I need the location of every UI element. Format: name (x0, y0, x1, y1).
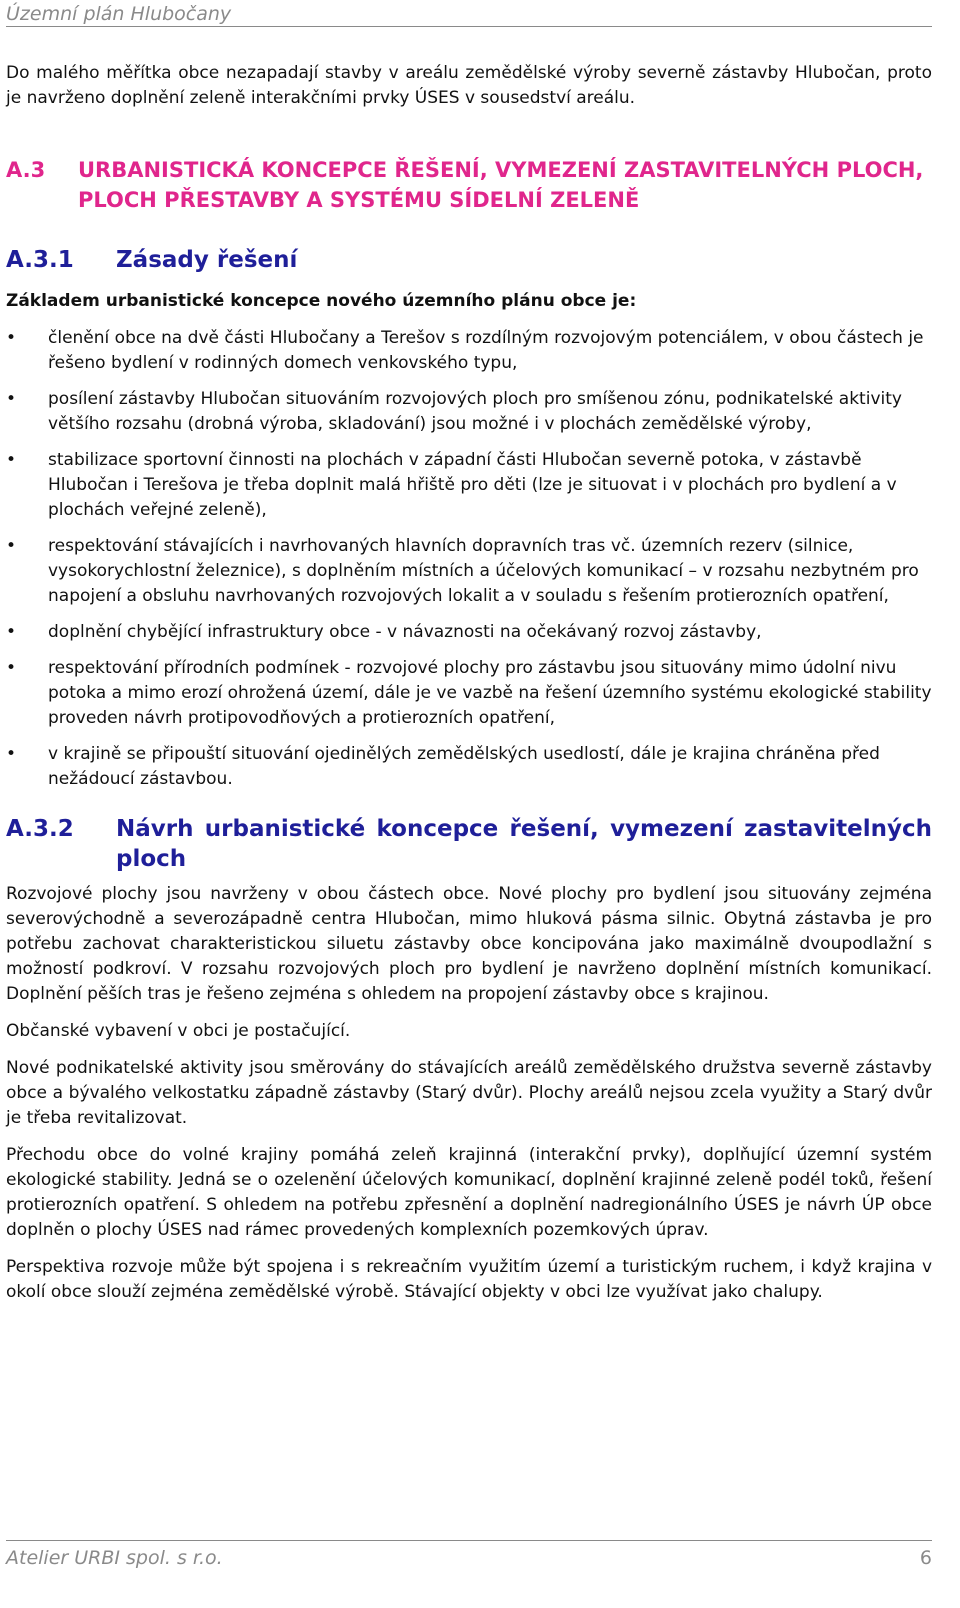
subsection-number: A.3.2 (6, 816, 74, 842)
lead-sentence: Základem urbanistické koncepce nového územního plánu obce je: (6, 291, 637, 311)
list-item (6, 448, 932, 523)
bullet-icon: • (6, 744, 17, 764)
subsection-heading-2 (6, 814, 932, 874)
list-item (6, 326, 932, 376)
paragraph: Občanské vybavení v obci je postačující. (6, 1021, 351, 1041)
document-body (6, 61, 932, 1317)
page-number: 6 (919, 1547, 932, 1569)
intro-paragraph: Do malého měřítka obce nezapadají stavby v areálu zemědělské výroby severně zástavby Hlubočan, proto je navrženo doplnění zeleně interakčními prvky ÚSES v sousedství areálu. (6, 63, 932, 108)
list-item-text: doplnění chybějící infrastruktury obce - v návaznosti na očekávaný rozvoj zástavby, (48, 622, 762, 642)
paragraph: Nové podnikatelské aktivity jsou směrovány do stávajících areálů zemědělského družstva severně zástavby obce a bývalého velkostatku západně zástavby (Starý dvůr). Plochy areálů nejsou zcela využity a Starý dvůr je třeba revitalizovat. (6, 1058, 932, 1128)
list-item-text: respektování stávajících i navrhovaných hlavních dopravních tras vč. územních rezerv (silnice, vysokorychlostní železnice), s doplněním místních a účelových komunikací – v rozsahu nezbytném pro napojení a obsluhu navrhovaných rozvojových lokalit a v souladu s řešením protierozních opatření, (48, 536, 919, 606)
bullet-icon: • (6, 450, 17, 470)
paragraph: Perspektiva rozvoje může být spojena i s rekreačním využitím území a turistickým ruchem, i když krajina v okolí obce slouží zejména zemědělské výrobě. Stávající objekty v obci lze využívat jako chalupy. (6, 1257, 932, 1302)
principles-list (6, 326, 932, 792)
list-item (6, 742, 932, 792)
section-heading (6, 155, 932, 215)
section-number: A.3 (6, 158, 46, 182)
list-item (6, 620, 932, 645)
bullet-icon: • (6, 328, 17, 348)
bullet-icon: • (6, 622, 17, 642)
list-item-text: respektování přírodních podmínek - rozvojové plochy pro zástavbu jsou situovány mimo údolní nivu potoka a mimo erozí ohrožená území, dále je ve vazbě na řešení územního systému ekologické stability proveden návrh protipovodňových a protierozních opatření, (48, 658, 932, 728)
bullet-icon: • (6, 389, 17, 409)
subsection-number: A.3.1 (6, 247, 74, 273)
bullet-icon: • (6, 536, 17, 556)
list-item (6, 656, 932, 731)
list-item-text: členění obce na dvě části Hlubočany a Terešov s rozdílným rozvojovým potenciálem, v obou částech je řešeno bydlení v rodinných domech venkovského typu, (48, 328, 924, 373)
page-header (6, 2, 932, 27)
list-item (6, 534, 932, 609)
page-footer (6, 1540, 932, 1569)
list-item-text: stabilizace sportovní činnosti na plochách v západní části Hlubočan severně potoka, v zástavbě Hlubočan i Terešova je třeba doplnit malá hřiště pro děti (lze je situovat i v plochách pro bydlení a v plochách veřejné zeleně), (48, 450, 897, 520)
list-item (6, 387, 932, 437)
subsection-title: Zásady řešení (116, 247, 298, 273)
paragraph: Rozvojové plochy jsou navrženy v obou částech obce. Nové plochy pro bydlení jsou situovány zejména severovýchodně a severozápadně centra Hlubočan, mimo hluková pásma silnic. Obytná zástavba je pro potřebu zachovat charakteristickou siluetu zástavby obce koncipována jako maximálně dvoupodlažní s možností podkroví. V rozsahu rozvojových ploch pro bydlení je navrženo doplnění místních komunikací. Doplnění pěších tras je řešeno zejména s ohledem na propojení zástavby obce s krajinou. (6, 884, 932, 1004)
list-item-text: posílení zástavby Hlubočan situováním rozvojových ploch pro smíšenou zónu, podnikatelské aktivity většího rozsahu (drobná výroba, skladování) jsou možné i v plochách zemědělské výroby, (48, 389, 902, 434)
list-item-text: v krajině se připouští situování ojedinělých zemědělských usedlostí, dále je krajina chráněna před nežádoucí zástavbou. (48, 744, 880, 789)
document-title: Územní plán Hlubočany (6, 3, 232, 25)
subsection-title: Návrh urbanistické koncepce řešení, vymezení zastavitelných ploch (116, 816, 932, 872)
subsection-heading-1 (6, 245, 932, 275)
section-title: URBANISTICKÁ KONCEPCE ŘEŠENÍ, VYMEZENÍ ZASTAVITELNÝCH PLOCH, PLOCH PŘESTAVBY A SYSTÉMU SÍDELNÍ ZELENĚ (78, 158, 924, 212)
bullet-icon: • (6, 658, 17, 678)
paragraph: Přechodu obce do volné krajiny pomáhá zeleň krajinná (interakční prvky), doplňující územní systém ekologické stability. Jedná se o ozelenění účelových komunikací, doplnění krajinné zeleně podél toků, řešení protierozních opatření. S ohledem na potřebu zpřesnění a doplnění nadregionálního ÚSES je návrh ÚP obce doplněn o plochy ÚSES nad rámec provedených komplexních pozemkových úprav. (6, 1145, 932, 1240)
footer-company: Atelier URBI spol. s r.o. (6, 1547, 223, 1569)
